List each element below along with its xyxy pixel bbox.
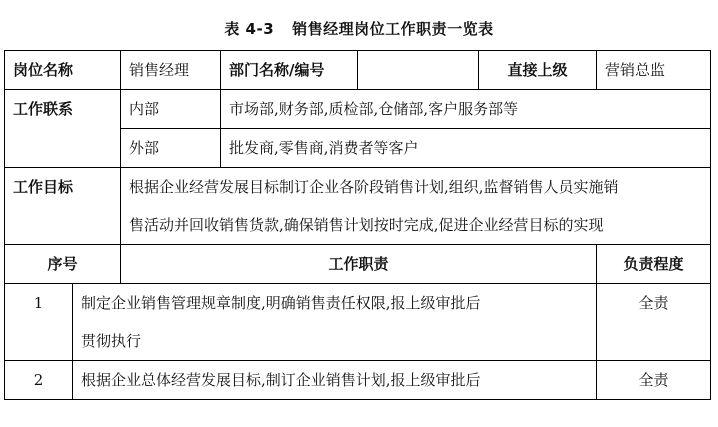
- external-value: 批发商,零售商,消费者等客户: [221, 129, 711, 168]
- goal-line-2: 售活动并回收销售货款,确保销售计划按时完成,促进企业经营目标的实现: [129, 216, 604, 234]
- duty-responsibility: 全责: [597, 361, 711, 400]
- duty-responsibility: 全责: [597, 284, 711, 361]
- goal-line-1: 根据企业经营发展目标制订企业各阶段销售计划,组织,监督销售人员实施销: [129, 178, 619, 196]
- duty-seq: 2: [5, 361, 73, 400]
- duty-header: 工作职责: [121, 245, 597, 284]
- internal-label: 内部: [121, 90, 221, 129]
- duty-line-2: 贯彻执行: [81, 332, 142, 350]
- duty-line-1: 根据企业总体经营发展目标,制订企业销售计划,报上级审批后: [81, 371, 481, 389]
- goal-label: 工作目标: [5, 168, 121, 245]
- post-name-value: 销售经理: [121, 51, 221, 90]
- duty-text: [73, 361, 597, 400]
- superior-value: 营销总监: [597, 51, 711, 90]
- internal-value: 市场部,财务部,质检部,仓储部,客户服务部等: [221, 90, 711, 129]
- duty-line-1: 制定企业销售管理规章制度,明确销售责任权限,报上级审批后: [81, 294, 481, 312]
- row-internal-contacts: [5, 90, 711, 129]
- duty-text: [73, 284, 597, 361]
- table-row: [5, 361, 711, 400]
- row-work-goal: [5, 168, 711, 245]
- goal-text: [121, 168, 711, 245]
- external-label: 外部: [121, 129, 221, 168]
- duty-seq: 1: [5, 284, 73, 361]
- responsibility-header: 负责程度: [597, 245, 711, 284]
- row-duties-header: [5, 245, 711, 284]
- dept-label: 部门名称/编号: [221, 51, 358, 90]
- table-title: [0, 18, 718, 39]
- table-number: 表 4-3: [224, 20, 275, 38]
- seq-header: 序号: [5, 245, 121, 284]
- dept-value: [358, 51, 479, 90]
- table-row: [5, 284, 711, 361]
- contacts-label: 工作联系: [5, 90, 121, 168]
- superior-label: 直接上级: [479, 51, 597, 90]
- job-duty-table: [4, 50, 711, 400]
- table-title-text: 销售经理岗位工作职责一览表: [292, 20, 494, 38]
- row-basic-info: [5, 51, 711, 90]
- post-name-label: 岗位名称: [5, 51, 121, 90]
